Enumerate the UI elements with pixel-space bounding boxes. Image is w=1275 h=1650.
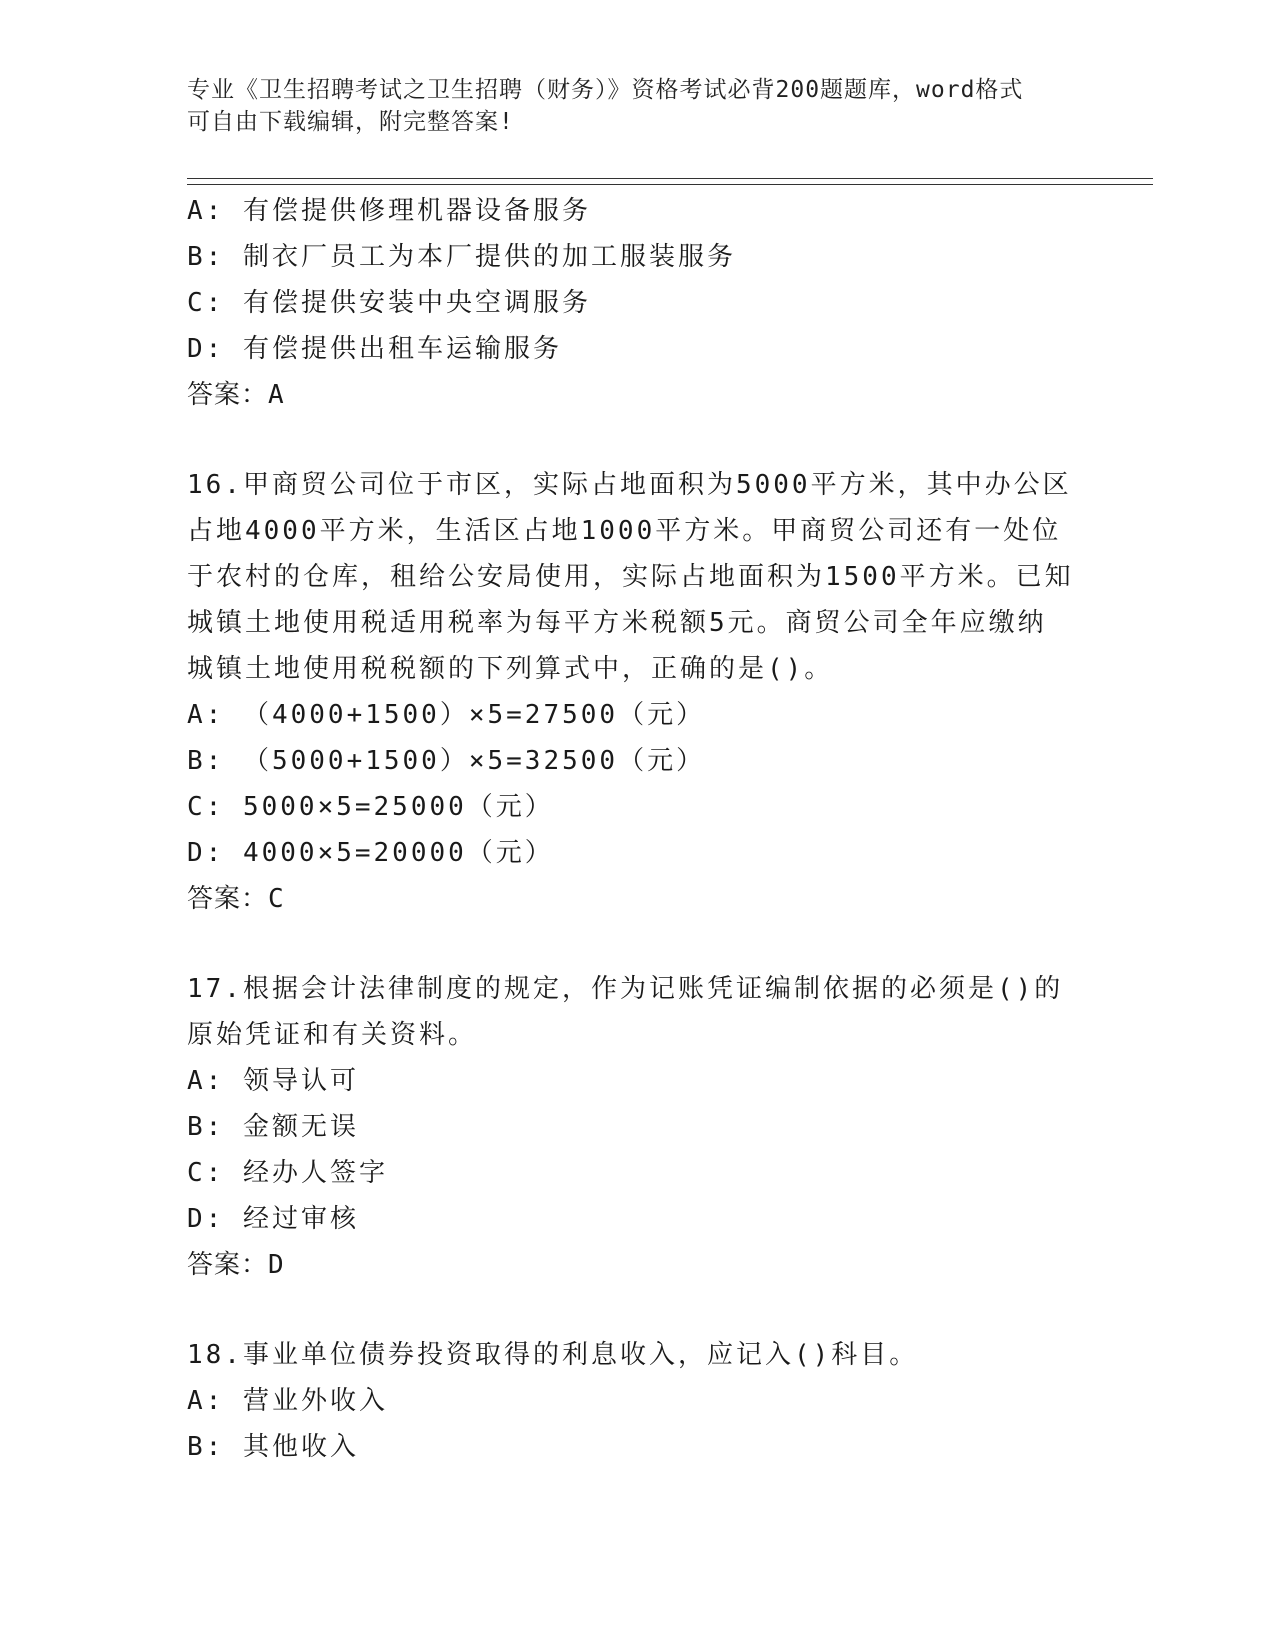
header-divider <box>187 178 1153 185</box>
option-d: D: 有偿提供出租车运输服务 <box>187 334 562 364</box>
option-a: A: 领导认可 <box>187 1066 359 1096</box>
option-a: A: 有偿提供修理机器设备服务 <box>187 196 591 226</box>
answer-line <box>187 1242 1087 1288</box>
option-d: D: 4000×5=20000（元） <box>187 838 554 868</box>
question-17 <box>187 966 1087 1288</box>
option-b: B: 制衣厂员工为本厂提供的加工服装服务 <box>187 242 736 272</box>
option-d: D: 经过审核 <box>187 1204 359 1234</box>
question-15 <box>187 188 1087 418</box>
question-stem-line: 16.甲商贸公司位于市区，实际占地面积为5000平方米，其中办公区 <box>187 470 1072 500</box>
answer-value: A <box>268 380 285 410</box>
option-b: B: （5000+1500）×5=32500（元） <box>187 746 706 776</box>
answer-line <box>187 372 1087 418</box>
header-title-line-2: 可自由下载编辑，附完整答案! <box>187 109 514 135</box>
question-stem-line: 原始凭证和有关资料。 <box>187 1020 478 1050</box>
question-stem-line: 城镇土地使用税税额的下列算式中，正确的是()。 <box>187 654 834 684</box>
question-stem-line: 于农村的仓库，租给公安局使用，实际占地面积为1500平方米。已知 <box>187 562 1074 592</box>
question-16 <box>187 462 1087 922</box>
option-a: A: （4000+1500）×5=27500（元） <box>187 700 706 730</box>
document-header <box>187 74 1067 138</box>
question-stem-line: 17.根据会计法律制度的规定，作为记账凭证编制依据的必须是()的 <box>187 974 1064 1004</box>
answer-label: 答案： <box>187 1250 269 1280</box>
question-18 <box>187 1332 1087 1470</box>
answer-label: 答案： <box>187 380 269 410</box>
option-c: C: 5000×5=25000（元） <box>187 792 554 822</box>
answer-line <box>187 876 1087 922</box>
answer-value: C <box>268 884 285 914</box>
answer-value: D <box>268 1250 285 1280</box>
option-b: B: 金额无误 <box>187 1112 359 1142</box>
header-title-line-1: 专业《卫生招聘考试之卫生招聘（财务）》资格考试必背200题题库，word格式 <box>187 77 1024 103</box>
option-c: C: 经办人签字 <box>187 1158 388 1188</box>
answer-label: 答案： <box>187 884 269 914</box>
option-a: A: 营业外收入 <box>187 1386 388 1416</box>
document-body <box>187 188 1087 1470</box>
question-stem-line: 城镇土地使用税适用税率为每平方米税额5元。商贸公司全年应缴纳 <box>187 608 1047 638</box>
option-c: C: 有偿提供安装中央空调服务 <box>187 288 591 318</box>
question-stem-line: 18.事业单位债券投资取得的利息收入，应记入()科目。 <box>187 1340 919 1370</box>
question-stem-line: 占地4000平方米，生活区占地1000平方米。甲商贸公司还有一处位 <box>187 516 1062 546</box>
option-b: B: 其他收入 <box>187 1432 359 1462</box>
